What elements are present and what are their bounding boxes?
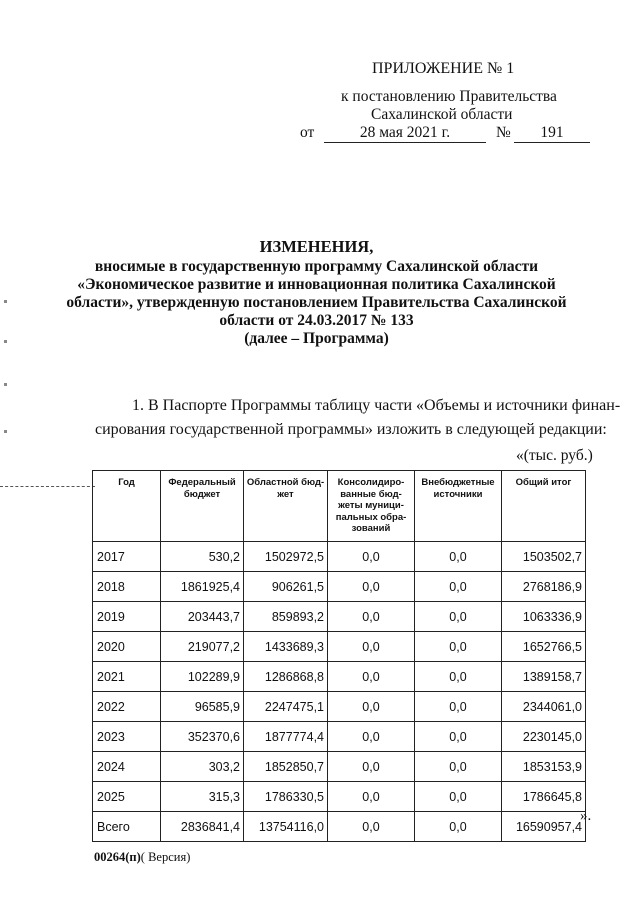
header-municipal: Консолидиро- ванные бюд- жеты муници- пальных обра- зований — [328, 471, 415, 542]
cell-total: 16590957,4 — [502, 812, 586, 842]
cell-extra: 0,0 — [415, 572, 502, 602]
heading-line4: области от 24.03.2017 № 133 — [219, 312, 414, 329]
cell-municipal: 0,0 — [328, 752, 415, 782]
header-extrabudgetary: Внебюджетные источники — [415, 471, 502, 542]
cell-extra: 0,0 — [415, 752, 502, 782]
cell-extra: 0,0 — [415, 722, 502, 752]
cell-year: 2019 — [93, 602, 161, 632]
header-federal: Федеральный бюджет — [161, 471, 244, 542]
cell-extra: 0,0 — [415, 692, 502, 722]
table-row — [93, 602, 586, 632]
cell-extra: 0,0 — [415, 662, 502, 692]
cell-total: 2344061,0 — [502, 692, 586, 722]
cell-year: 2023 — [93, 722, 161, 752]
closing-quote: ». — [580, 808, 592, 824]
cell-regional: 2247475,1 — [244, 692, 328, 722]
cell-year: 2022 — [93, 692, 161, 722]
table-header-row — [93, 471, 586, 542]
cell-regional: 1852850,7 — [244, 752, 328, 782]
heading-line5: (далее – Программа) — [244, 330, 389, 347]
table-row — [93, 812, 586, 842]
cell-federal: 102289,9 — [161, 662, 244, 692]
table-row — [93, 692, 586, 722]
changes-title: ИЗМЕНЕНИЯ, — [259, 237, 374, 256]
heading-line3: области», утвержденную постановлением Правительства Сахалинской — [66, 294, 567, 311]
cell-extra: 0,0 — [415, 632, 502, 662]
cell-municipal: 0,0 — [328, 542, 415, 572]
cell-municipal: 0,0 — [328, 572, 415, 602]
cell-year: 2024 — [93, 752, 161, 782]
cell-federal: 219077,2 — [161, 632, 244, 662]
cell-federal: 303,2 — [161, 752, 244, 782]
footer-code: 00264(п) — [94, 850, 141, 864]
cell-regional: 859893,2 — [244, 602, 328, 632]
cell-year: 2018 — [93, 572, 161, 602]
cell-year: 2017 — [93, 542, 161, 572]
cell-regional: 1877774,4 — [244, 722, 328, 752]
appendix-to-line2: Сахалинской области — [371, 106, 513, 123]
scan-mark — [4, 430, 7, 433]
table-row — [93, 632, 586, 662]
appendix-to-line1: к постановлению Правительства — [341, 88, 557, 105]
decree-date: 28 мая 2021 г. — [324, 124, 486, 143]
cell-extra: 0,0 — [415, 602, 502, 632]
heading-line2: «Экономическое развитие и инновационная политика Сахалинской — [77, 276, 556, 293]
cell-total: 2768186,9 — [502, 572, 586, 602]
table-row — [93, 542, 586, 572]
cell-total: 1503502,7 — [502, 542, 586, 572]
cell-regional: 13754116,0 — [244, 812, 328, 842]
number-label: № — [496, 124, 511, 141]
footer-version: ( Версия) — [140, 850, 191, 864]
table-body — [93, 542, 586, 842]
from-label: от — [300, 124, 315, 141]
cell-municipal: 0,0 — [328, 662, 415, 692]
cell-year: 2020 — [93, 632, 161, 662]
cell-extra: 0,0 — [415, 782, 502, 812]
table-row — [93, 752, 586, 782]
cell-year: Всего — [93, 812, 161, 842]
table-row — [93, 572, 586, 602]
cell-federal: 352370,6 — [161, 722, 244, 752]
decree-number: 191 — [514, 124, 590, 143]
cell-federal: 96585,9 — [161, 692, 244, 722]
cell-regional: 906261,5 — [244, 572, 328, 602]
cell-municipal: 0,0 — [328, 812, 415, 842]
cell-total: 2230145,0 — [502, 722, 586, 752]
cell-municipal: 0,0 — [328, 782, 415, 812]
scan-mark — [4, 383, 7, 386]
cell-regional: 1502972,5 — [244, 542, 328, 572]
cell-total: 1389158,7 — [502, 662, 586, 692]
cell-year: 2021 — [93, 662, 161, 692]
cell-regional: 1433689,3 — [244, 632, 328, 662]
cell-municipal: 0,0 — [328, 692, 415, 722]
heading-line1: вносимые в государственную программу Сахалинской области — [94, 258, 539, 275]
paragraph-line1: 1. В Паспорте Программы таблицу части «Объемы и источники финан- — [132, 397, 621, 414]
table-row — [93, 782, 586, 812]
cell-year: 2025 — [93, 782, 161, 812]
cell-federal: 1861925,4 — [161, 572, 244, 602]
header-year: Год — [93, 471, 161, 542]
cell-regional: 1786330,5 — [244, 782, 328, 812]
appendix-title: ПРИЛОЖЕНИЕ № 1 — [372, 60, 515, 77]
scan-leader-line — [0, 486, 95, 487]
cell-total: 1786645,8 — [502, 782, 586, 812]
table-row — [93, 722, 586, 752]
cell-total: 1853153,9 — [502, 752, 586, 782]
cell-regional: 1286868,8 — [244, 662, 328, 692]
header-regional: Областной бюд- жет — [244, 471, 328, 542]
cell-federal: 315,3 — [161, 782, 244, 812]
cell-extra: 0,0 — [415, 542, 502, 572]
cell-federal: 203443,7 — [161, 602, 244, 632]
funding-table — [92, 470, 586, 842]
unit-note: «(тыс. руб.) — [516, 447, 593, 464]
document-code — [94, 850, 190, 865]
cell-municipal: 0,0 — [328, 722, 415, 752]
cell-federal: 2836841,4 — [161, 812, 244, 842]
header-total: Общий итог — [502, 471, 586, 542]
cell-total: 1063336,9 — [502, 602, 586, 632]
table-row — [93, 662, 586, 692]
cell-total: 1652766,5 — [502, 632, 586, 662]
cell-federal: 530,2 — [161, 542, 244, 572]
cell-municipal: 0,0 — [328, 602, 415, 632]
cell-municipal: 0,0 — [328, 632, 415, 662]
cell-extra: 0,0 — [415, 812, 502, 842]
paragraph-line2: сирования государственной программы» изложить в следующей редакции: — [95, 421, 607, 438]
